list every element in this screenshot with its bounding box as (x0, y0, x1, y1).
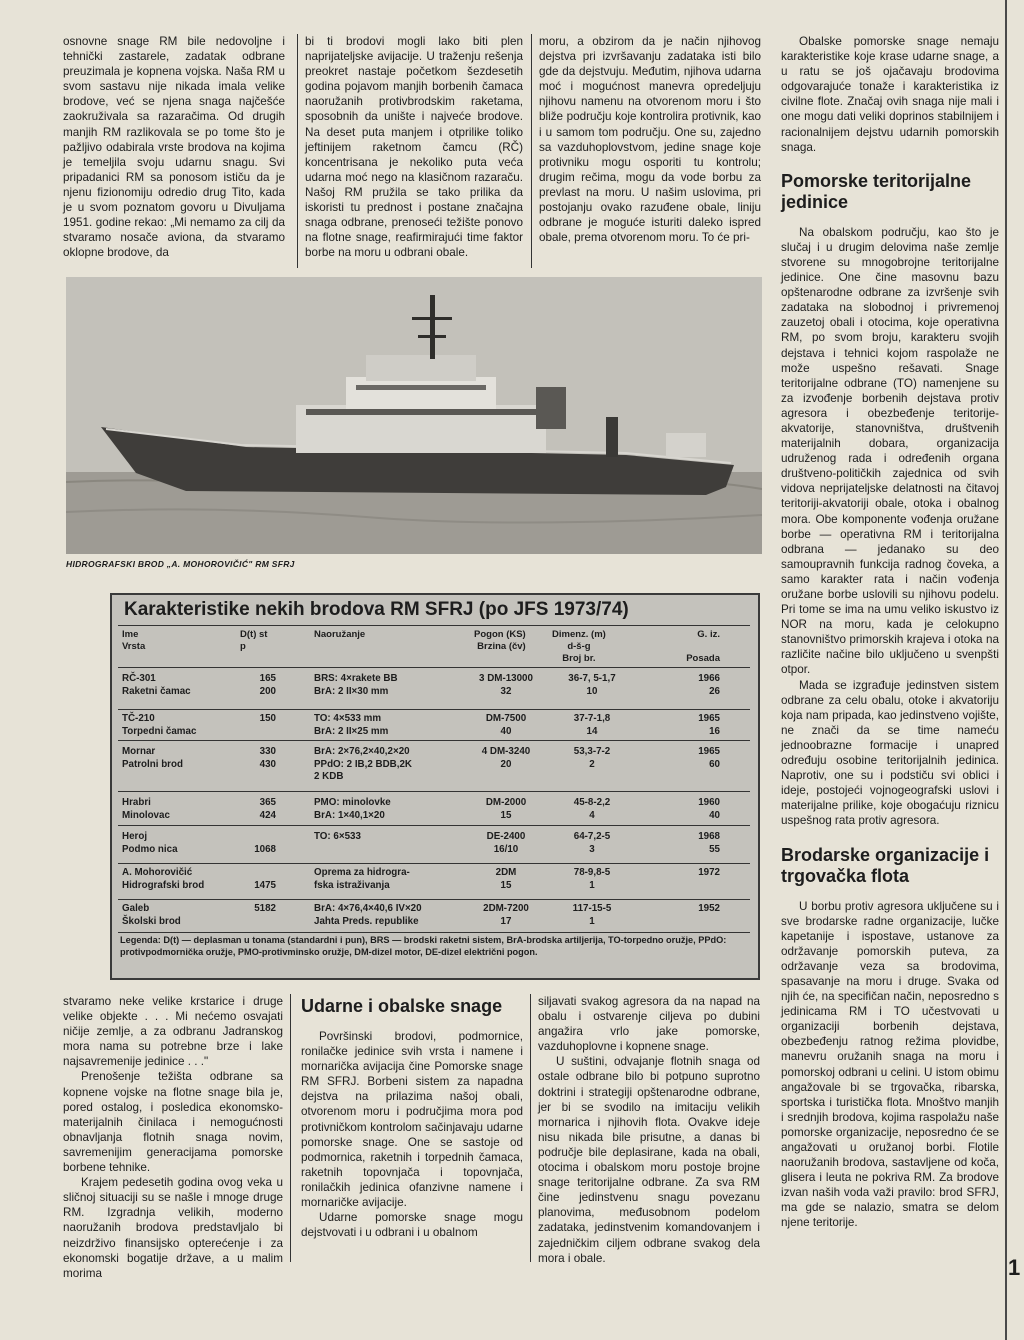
ship-armament: BrA: 4×76,4×40,6 IV×20 Jahta Preds. republike (314, 903, 422, 927)
ship-year-crew: 1965 60 (698, 746, 720, 770)
ship-year-crew: 1972 (698, 867, 720, 878)
paragraph: Udarne pomorske snage mogu dejstvovati i u odbrani i u obalnom (301, 1211, 523, 1240)
section-heading: Udarne i obalske snage (301, 996, 503, 1016)
ship-propulsion: 2DM 15 (495, 867, 517, 891)
ship-name: Galeb Školski brod (122, 903, 181, 927)
paragraph: siljavati svakog agresora da na napad na obalu i ostvarenje ciljeva po dubini angažira vrlo jake pomorske, vazduhoplovne i kopnene snage. (538, 995, 760, 1054)
table-rule (118, 825, 750, 826)
ship-name: Heroj Podmo nica (122, 831, 178, 855)
paragraph: moru, a obzirom da je način njihovog dejstva pri izvršavanju zadataka isti bilo gde da dejstvuju. Međutim, njihova udarna moć i mogućnost manevra opredeljuju njihovu namenu na otvorenom moru i što bliže području koje kontrolira protivnik, kao i u samom tom području. One su, zajedno sa vazduhoplovstvom, jedine snage koje protivniku mogu osporiti tu kontrolu; drugim rečima, mogu da vode borbu za prevlast na moru. U našim uslovima, pri postojanju ovako razuđene obale, liniju odbrane je moguće isturiti daleko ispred obale, prema otvorenom moru. To će pri- (539, 35, 761, 245)
paragraph: Obalske pomorske snage nemaju karakteristike koje krase udarne snage, a u ratu se još ojačavaju brodovima odgovarajuće tonaže i karakteristika iz civilne flote. Značaj ovih snaga nije mali i one mogu dati veliki doprinos stabilnijem i racionalnijem dejstvu udarnih pomorskih snaga. (781, 35, 999, 154)
table-legend: Legenda: D(t) — deplasman u tonama (standardni i pun), BRS — brodski raketni sistem, BrA-brodska artiljerija, TO-torpedno oružje, PPdO: protivpodmornička oružje, PMO-protivminsko oružje, DM-dizel motor, DE-dizel električni pogon. (120, 935, 727, 957)
paragraph: bi ti brodovi mogli lako biti plen naprijateljske avijacije. U traženju rešenja preokret nastaje početkom šezdesetih godina pojavom manjih borbenih čamaca naoružanih protivbrodskim raketama, sposobnih da unište i najveće brodove. Na deset puta manjem i otprilike toliko jeftinijem raketnom čamcu (RČ) koncentrisana je nekoliko puta veća udarna moć nego na klasičnom razaraču. Našoj RM pružila se tako prilika da iskoristi tu prednost i postane značajna snaga odbrane, prenoseći težište ponovo na flotne snage, reafirmirajući time faktor borbe na moru u odbrani obale. (305, 35, 523, 260)
ship-dimensions: 117-15-5 1 (572, 903, 612, 927)
ship-year-crew: 1968 55 (698, 831, 720, 855)
ship-dimensions: 78-9,8-5 1 (573, 867, 611, 891)
header-dimenz: Dimenz. (m) d-š-g Broj br. (552, 629, 606, 664)
ship-dt: 330 430 (259, 746, 276, 770)
section-heading: Brodarske organizacije i trgovačka flota (781, 844, 990, 886)
paragraph: Krajem pedesetih godina ovog veka u sličnoj situaciji su se našle i mnoge druge RM. Izgradnja velikih, moderno naoružanih brodova predstavljalo bi neizdrživo finansijsko opterećenje i za ekonomski bogatije države, a u malim morima (63, 1176, 283, 1280)
paragraph: Površinski brodovi, podmornice, ronilačke jedinice svih vrsta i namene i mornarička avijacija čine Pomorske snage RM SFRJ. Borbeni sistem za napadna dejstva na prilazima našoj obali, otvorenom moru i područjima mora pod protivničkom kontrolom sačinjavaju udarne pomorske snage. One se sastoje od podmornica, raketnih i torpednih čamaca, raketnih topovnjača i topovnjača, ronilačkih jedinica ofanzivne namene i mornaričke avijacije. (301, 1030, 523, 1210)
ship-year-crew: 1952 (698, 903, 720, 914)
ship-propulsion: DE-2400 16/10 (486, 831, 526, 855)
ship-dt: 150 (259, 713, 276, 724)
table-rule (118, 791, 750, 792)
column-divider (290, 994, 291, 1262)
paragraph: Na obalskom području, kao što je slučaj i u drugim delovima naše zemlje stvorene su mnogobrojne teritorijalne jedinice. One čine masovnu bazu opštenarodne odbrane za izvršenje svih zadataka na slobodnoj i privremenoj zauzetoj obali i otocima, koje operativna RM, po svom broju, karakteru svojih dejstava i tehnici kojom raspolaže ne može uspešno rešavati. Snage teritorijalne odbrane (TO) namenjene su za izvođenje borbenih dejstava protiv agresora i obezbeđenje teritorije-akvatorije, stanovništva, društvenih materijalnih dobara, organizacija udruženog rada i određenih organa društveno-političkih zajednica od svih vidova neprijateljske delatnosti na čitavoj teritoriji-akvatoriji obale, otoka i obalnog mora. Obe komponente vođenja oružane borbe — operativna RM i teritorijalna odbrana — jedanako su deo samoupravnih funkcija radnog čoveka, a samo karakter rata i način vođenja oružane borbe uslovili su njihovu podelu. Pri tome se ima na umu veliko iskustvo iz NOR na moru, kada je celokupno stanovništvo primorskih krajeva i otoka na različite načine bilo uključeno u svenpšti otpor. (781, 225, 999, 677)
paragraph: Prenošenje težišta odbrane sa kopnene vojske na flotne snage bila je, pored ostalog, i posledica ekonomsko-materijalnih činilaca i nemogućnosti obnavljanja flotnih snaga novim, savremenijim generacijama pomorske borbene tehnike. (63, 1070, 283, 1175)
table-rule (118, 625, 750, 626)
ship-dt: 5182 (254, 903, 276, 914)
ship-name: A. Mohorovičić Hidrografski brod (122, 867, 205, 891)
column-2-top (305, 34, 523, 260)
section-heading: Pomorske teritorijalne jedinice (781, 170, 972, 212)
header-ime: Ime Vrsta (122, 629, 146, 652)
ship-name: Mornar Patrolni brod (122, 746, 183, 770)
ship-characteristics-table (110, 593, 760, 980)
ship-year-crew: 1965 16 (698, 713, 720, 737)
table-row (112, 867, 758, 901)
table-row (112, 831, 758, 865)
ship-illustration (66, 277, 762, 554)
ship-dt: 365 424 (259, 797, 276, 821)
ship-dt: 1475 (254, 879, 276, 891)
paragraph: osnovne snage RM bile nedovoljne i tehnički zastarele, zadatak odbrane preuzimala je kopnena vojska. Naša RM u svom sastavu nije nikada imala velike brodove, već se njena snaga najčešće zaokruživala sa razaračima. Od drugih manjih RM razlikovala se po tome što je pažljivo odabirala vrste brodova na kojima je temeljila svoju udarnu snagu. Svi pripadanici RM sa ponosom ističu da je njenu fizionomiju odredio drug Tito, kada je u svom poznatom govoru u Divuljama 1951. godine rekao: „Mi nemamo za cilj da stvaramo nosače aviona, da stvaramo oklopne brodove, da (63, 35, 285, 260)
paragraph: U borbu protiv agresora uključene su i sve brodarske radne organizacije, lučke kapetanije i ispostave, ustanove za održavanje pomorskih puteva, za održavanje veza sa brodovima, spasavanje na moru i druge. Svaka od njih će, na specifičan način, neposredno s jedinicama RM i TO učestvovati u organizaciji borbenih dejstava, obezbeđenju ratnog režima plovidbe, manevru oružanih snaga na moru i pomorskoj odbrani u celini. U istom obimu angažovale bi se trgovačka, ribarska, sportska i turistička flota. Mnoštvo manjih i srednjih brodova, kojima raspolažu naše pomorske organizacije, neposredno će se angažovati u oružanoj borbi. Flotile naoružanih brodova, sastavljene od koča, glisera i leuta ne pokriva RM. Za brodove izvan naših voda važi pravilo: brod SFRJ, ma gde se nalazio, smatra se delom njene teritorije. (781, 899, 999, 1230)
table-row (112, 713, 758, 747)
ship-propulsion: 4 DM-3240 20 (481, 746, 531, 770)
ship-armament: TO: 6×533 (314, 831, 361, 842)
ship-name: RČ-301 Raketni čamac (122, 673, 191, 697)
ship-year-crew: 1966 26 (698, 673, 720, 697)
table-row (112, 673, 758, 707)
table-title: Karakteristike nekih brodova RM SFRJ (po JFS 1973/74) (124, 599, 629, 620)
ship-propulsion: DM-2000 15 (485, 797, 527, 821)
ship-armament: TO: 4×533 mm BrA: 2 II×25 mm (314, 713, 389, 737)
ship-name: TČ-210 Torpedni čamac (122, 713, 197, 737)
column-divider (531, 34, 532, 268)
ship-dimensions: 64-7,2-5 3 (573, 831, 611, 855)
ship-armament: BrA: 2×76,2×40,2×20 PPdO: 2 IB,2 BDB,2K 2 KDB (314, 746, 412, 782)
ship-name: Hrabri Minolovac (122, 797, 170, 821)
paragraph: stvaramo neke velike krstarice i druge velike objekte . . . Mi nećemo osvajati ničije zemlje, a za odbranu Jadranskog mora nama su potrebne brze i lake najsavremenije jedinice . . ." (63, 995, 283, 1069)
column-2-bottom (301, 994, 523, 1240)
table-rule (118, 709, 750, 710)
header-pogon: Pogon (KS) Brzina (čv) (474, 629, 526, 652)
ship-propulsion: 2DM-7200 17 (483, 903, 529, 927)
table-rule (118, 667, 750, 668)
ship-dimensions: 45-8-2,2 4 (573, 797, 611, 821)
paragraph: Mada se izgrađuje jedinstven sistem odbrane za celu obalu, otoke i akvatoriju koja nam pripada, kao jedinstveno vojište, ne znači da se time nameću jednoobrazne formacije i unapred određuju osobine teritorijalnih jedinica. Naprotiv, one su i podstiču svi oblici i ideje, postojeći vojnogeografski uslovi i materijalne prilike, koje obogaćuju riznicu uspešnog rata protiv agresora. (781, 678, 999, 828)
table-rule (118, 899, 750, 900)
ship-propulsion: DM-7500 40 (485, 713, 527, 737)
header-naoruzanje: Naoružanje (314, 629, 366, 640)
paragraph: U suštini, odvajanje flotnih snaga od ostale odbrane bilo bi potpuno suprotno doktrini i strategiji opštenarodne odbrane, jer bi se svodilo na imitaciju velikih mornarica i njihovih flota. Ovakve ideje nisu nikada bile prisutne, a danas bi područje bile deplasirane, kada na obali, otocima i obalskom moru postoje brojne snage teritorijalne odbrane. Za sva RM čine jedinstvenu snagu povezanu planovima, međusobnom podelom zadataka, jedinstvenim komandovanjem i zajedničkim ciljem odbrane svakog dela mora i obale. (538, 1055, 760, 1265)
table-rule (118, 863, 750, 864)
ship-dimensions: 36-7, 5-1,7 10 (568, 673, 616, 697)
column-3-bottom (538, 994, 760, 1266)
table-rule (118, 932, 750, 933)
ship-dt: 1068 (254, 843, 276, 855)
column-1-top (63, 34, 285, 260)
ship-armament: PMO: minolovke BrA: 1×40,1×20 (314, 797, 391, 821)
column-divider (297, 34, 298, 268)
column-4 (781, 34, 999, 1231)
table-row (112, 746, 758, 792)
photo-caption: HIDROGRAFSKI BROD „A. MOHOROVIČIĆ" RM SFRJ (66, 559, 295, 569)
ship-year-crew: 1960 40 (698, 797, 720, 821)
ship-propulsion: 3 DM-13000 32 (479, 673, 533, 697)
column-3-top (539, 34, 761, 245)
column-divider (530, 994, 531, 1262)
ship-photo (66, 277, 762, 554)
ship-dimensions: 37-7-1,8 14 (573, 713, 611, 737)
column-1-bottom (63, 994, 283, 1281)
header-dt: D(t) st p (240, 629, 268, 652)
ship-armament: BRS: 4×rakete BB BrA: 2 II×30 mm (314, 673, 398, 697)
ship-dt: 165 200 (259, 673, 276, 697)
table-rule (118, 740, 750, 741)
page-number: 1 (1008, 1255, 1021, 1280)
ship-armament: Oprema za hidrogra- fska istraživanja (314, 867, 410, 891)
header-god: G. iz. Posada (686, 629, 720, 664)
ship-dimensions: 53,3-7-2 2 (573, 746, 611, 770)
page-edge-rule (1005, 0, 1007, 1340)
